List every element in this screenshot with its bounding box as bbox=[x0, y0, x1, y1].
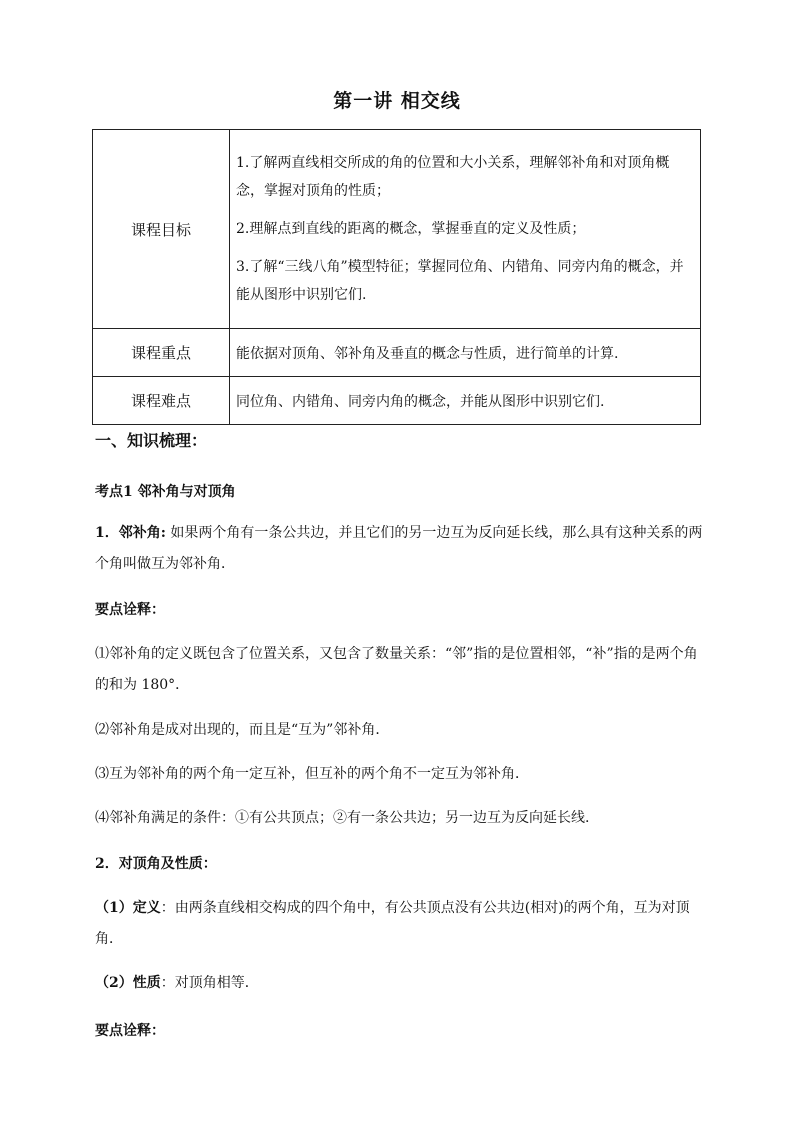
focus-label: 课程重点 bbox=[93, 329, 230, 377]
section-heading: 一、知识梳理： bbox=[95, 431, 208, 450]
page-title: 第一讲 相交线 bbox=[333, 90, 461, 112]
definition-2-2 bbox=[95, 968, 705, 999]
note-1-2: ⑵邻补角是成对出现的，而且是“互为”邻补角． bbox=[95, 722, 390, 738]
notes-2-heading: 要点诠释： bbox=[95, 1023, 165, 1039]
note-1-4: ⑷邻补角满足的条件：①有公共顶点；②有一条公共边；另一边互为反向延长线. bbox=[95, 810, 590, 826]
goal-label: 课程目标 bbox=[93, 130, 230, 329]
goal-content bbox=[230, 130, 701, 329]
definition-1-label: 1．邻补角: bbox=[95, 525, 166, 541]
note-1-1: ⑴邻补角的定义既包含了位置关系，又包含了数量关系：“邻”指的是位置相邻，“补”指的是两个角的和为 180°． bbox=[95, 646, 698, 693]
definition-2-1-label: （1）定义 bbox=[95, 900, 161, 916]
course-info-table bbox=[92, 129, 701, 425]
table-row-difficulty bbox=[93, 377, 701, 425]
difficulty-label: 课程难点 bbox=[93, 377, 230, 425]
kaodian-1-heading: 考点1 邻补角与对顶角 bbox=[95, 484, 236, 500]
table-row-focus bbox=[93, 329, 701, 377]
goal-item-2: 2.理解点到直线的距离的概念，掌握垂直的定义及性质； bbox=[236, 221, 586, 237]
definition-1-text: 如果两个角有一条公共边，并且它们的另一边互为反向延长线，那么具有这种关系的两个角叫做互为邻补角． bbox=[95, 525, 703, 572]
definition-1 bbox=[95, 518, 705, 580]
definition-2-1 bbox=[95, 893, 705, 955]
definition-2-2-text: ：对顶角相等． bbox=[160, 975, 259, 991]
definition-2-1-text: ：由两条直线相交构成的四个角中，有公共顶点没有公共边(相对)的两个角，互为对顶角． bbox=[95, 900, 690, 947]
goal-item-1: 1.了解两直线相交所成的角的位置和大小关系，理解邻补角和对顶角概念，掌握对顶角的性质； bbox=[236, 155, 670, 199]
table-row-goal bbox=[93, 130, 701, 329]
focus-content: 能依据对顶角、邻补角及垂直的概念与性质，进行简单的计算. bbox=[230, 329, 701, 377]
note-1-3: ⑶互为邻补角的两个角一定互补，但互补的两个角不一定互为邻补角． bbox=[95, 766, 529, 782]
definition-2-2-label: （2）性质 bbox=[95, 975, 161, 991]
notes-1-heading: 要点诠释： bbox=[95, 602, 165, 618]
definition-2-heading: 2．对顶角及性质： bbox=[95, 856, 217, 872]
difficulty-content: 同位角、内错角、同旁内角的概念，并能从图形中识别它们. bbox=[230, 377, 701, 425]
goal-item-3: 3.了解“三线八角”模型特征；掌握同位角、内错角、同旁内角的概念，并能从图形中识别它们. bbox=[236, 259, 684, 303]
